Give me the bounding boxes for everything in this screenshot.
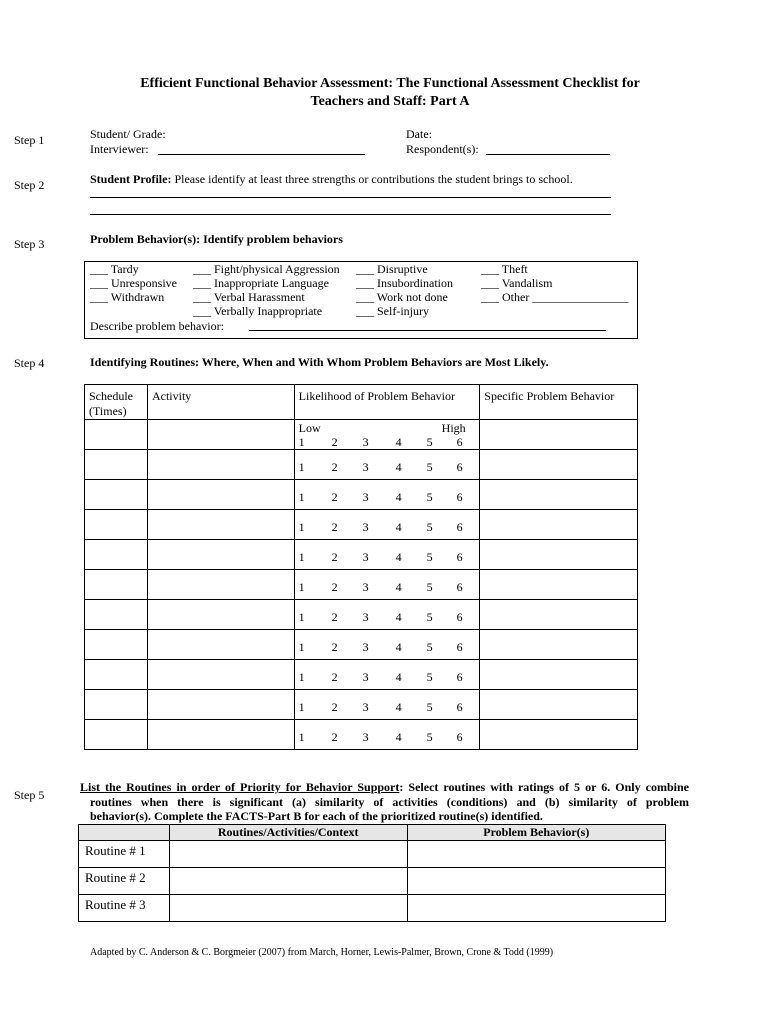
schedule-cell[interactable] [85, 660, 148, 690]
checkbox-verbally-inappropriate[interactable]: ___ Verbally Inappropriate [193, 304, 323, 318]
rating-option-1[interactable]: 1 [298, 700, 305, 714]
likelihood-cell [294, 600, 480, 630]
likelihood-cell [294, 450, 480, 480]
rating-option-2[interactable]: 2 [331, 580, 338, 594]
routine-3-label: Routine # 3 [79, 895, 170, 922]
rating-scale [299, 670, 476, 684]
problem-behaviors-header: Problem Behavior(s) [407, 825, 665, 841]
interviewer-label: Interviewer: [90, 142, 149, 156]
checkbox-disruptive[interactable]: ___ Disruptive [356, 262, 428, 276]
rating-scale [299, 460, 476, 474]
schedule-cell[interactable] [85, 510, 148, 540]
likelihood-cell [294, 480, 480, 510]
schedule-cell[interactable] [85, 570, 148, 600]
rating-scale [299, 520, 476, 534]
likelihood-header: Likelihood of Problem Behavior [294, 385, 480, 420]
schedule-cell[interactable] [85, 720, 148, 750]
priority-line-1-rest: : Select routines with ratings of 5 or 6. Only combine [399, 780, 689, 794]
rating-option-6[interactable]: 6 [456, 580, 463, 594]
schedule-header: Schedule (Times) [85, 385, 148, 420]
routine-row [85, 570, 638, 600]
priority-lead: List the Routines in order of Priority for Behavior Support [80, 780, 400, 794]
rating-option-5[interactable]: 5 [426, 460, 433, 474]
rating-scale [299, 700, 476, 714]
routine-3-behavior-cell[interactable] [407, 895, 665, 922]
rating-option-5[interactable]: 5 [426, 700, 433, 714]
rating-option-5[interactable]: 5 [426, 640, 433, 654]
rating-option-6[interactable]: 6 [456, 700, 463, 714]
routine-row [85, 690, 638, 720]
priority-line-1 [80, 780, 689, 795]
low-high-labels [299, 421, 476, 435]
checkbox-withdrawn[interactable]: ___ Withdrawn [90, 290, 165, 304]
checkbox-inappropriate-language[interactable]: ___ Inappropriate Language [193, 276, 329, 290]
rating-option-4[interactable]: 4 [395, 730, 402, 744]
routine-1-behavior-cell[interactable] [407, 841, 665, 868]
checkbox-fight-aggression[interactable]: ___ Fight/physical Aggression [193, 262, 340, 276]
rating-scale [299, 580, 476, 594]
routine-row [85, 720, 638, 750]
rating-option-2[interactable]: 2 [331, 550, 338, 564]
specific-behavior-cell[interactable] [480, 420, 638, 450]
rating-option-3[interactable]: 3 [362, 520, 369, 534]
checkbox-tardy[interactable]: ___ Tardy [90, 262, 139, 276]
interviewer-field[interactable] [158, 154, 365, 155]
rating-option-2[interactable]: 2 [331, 700, 338, 714]
likelihood-cell [294, 690, 480, 720]
likelihood-cell [294, 510, 480, 540]
rating-option-5[interactable]: 5 [426, 490, 433, 504]
specific-behavior-cell[interactable] [480, 660, 638, 690]
rating-option-1[interactable]: 1 [298, 730, 305, 744]
routine-row [85, 600, 638, 630]
schedule-cell[interactable] [85, 630, 148, 660]
rating-option-5[interactable]: 5 [426, 670, 433, 684]
likelihood-cell [294, 420, 480, 450]
describe-behavior-field[interactable] [249, 330, 606, 331]
schedule-cell[interactable] [85, 540, 148, 570]
rating-option-1[interactable]: 1 [298, 460, 305, 474]
specific-behavior-cell[interactable] [480, 600, 638, 630]
specific-behavior-header: Specific Problem Behavior [480, 385, 638, 420]
activity-cell[interactable] [147, 720, 294, 750]
routine-row [85, 480, 638, 510]
priority-line-2: routines when there is significant (a) similarity of activities (conditions) and (b) similarity of problem [90, 794, 689, 809]
priority-instructions [80, 780, 689, 824]
routines-header-row [85, 385, 638, 420]
checkbox-other[interactable]: ___ Other ________________ [481, 290, 629, 304]
rating-option-3[interactable]: 3 [362, 490, 369, 504]
specific-behavior-cell[interactable] [480, 540, 638, 570]
rating-option-4[interactable]: 4 [395, 610, 402, 624]
high-label: High [441, 421, 466, 435]
profile-line-1[interactable] [90, 197, 611, 198]
step-2-label: Step 2 [14, 178, 45, 192]
rating-option-4[interactable]: 4 [395, 580, 402, 594]
schedule-cell[interactable] [85, 600, 148, 630]
checkbox-insubordination[interactable]: ___ Insubordination [356, 276, 453, 290]
student-profile-label: Student Profile: [90, 172, 172, 186]
specific-behavior-cell[interactable] [480, 690, 638, 720]
likelihood-cell [294, 720, 480, 750]
schedule-cell[interactable] [85, 690, 148, 720]
activity-header: Activity [147, 385, 294, 420]
rating-option-2[interactable]: 2 [331, 730, 338, 744]
step-5-label: Step 5 [14, 788, 45, 802]
footer-citation: Adapted by C. Anderson & C. Borgmeier (2007) from March, Horner, Lewis-Palmer, Brown, Crone & Todd (1999) [90, 947, 554, 958]
rating-option-2[interactable]: 2 [331, 490, 338, 504]
rating-option-3[interactable]: 3 [362, 460, 369, 474]
specific-behavior-cell[interactable] [480, 450, 638, 480]
rating-option-3[interactable]: 3 [362, 700, 369, 714]
rating-scale [299, 730, 476, 744]
low-label: Low [298, 421, 321, 435]
checkbox-theft[interactable]: ___ Theft [481, 262, 528, 276]
rating-option-6[interactable]: 6 [456, 490, 463, 504]
rating-option-3[interactable]: 3 [362, 670, 369, 684]
specific-behavior-cell[interactable] [480, 480, 638, 510]
routine-row [85, 540, 638, 570]
title-line-1: Efficient Functional Behavior Assessment: The Functional Assessment Checklist for [140, 76, 640, 91]
routine-2-context-cell[interactable] [169, 868, 407, 895]
priority-row-3 [79, 895, 666, 922]
routine-row [85, 450, 638, 480]
routine-1-label: Routine # 1 [79, 841, 170, 868]
rating-option-3[interactable]: 3 [362, 550, 369, 564]
problem-behavior-checklist [84, 261, 638, 339]
routine-2-behavior-cell[interactable] [407, 868, 665, 895]
rating-option-1[interactable]: 1 [298, 580, 305, 594]
rating-option-5[interactable]: 5 [426, 520, 433, 534]
rating-option-1[interactable]: 1 [298, 520, 305, 534]
rating-option-1[interactable]: 1 [298, 435, 305, 449]
rating-option-6[interactable]: 6 [456, 435, 463, 449]
routine-3-context-cell[interactable] [169, 895, 407, 922]
activity-cell[interactable] [147, 510, 294, 540]
date-label: Date: [406, 127, 432, 141]
rating-option-6[interactable]: 6 [456, 610, 463, 624]
specific-behavior-cell[interactable] [480, 630, 638, 660]
respondents-field[interactable] [486, 154, 610, 155]
step-4-label: Step 4 [14, 356, 45, 370]
rating-option-4[interactable]: 4 [395, 460, 402, 474]
rating-option-4[interactable]: 4 [395, 520, 402, 534]
checkbox-self-injury[interactable]: ___ Self-injury [356, 304, 429, 318]
title-line-2: Teachers and Staff: Part A [310, 94, 470, 109]
activity-cell[interactable] [147, 600, 294, 630]
rating-option-1[interactable]: 1 [298, 610, 305, 624]
rating-option-6[interactable]: 6 [456, 550, 463, 564]
rating-option-6[interactable]: 6 [456, 640, 463, 654]
activity-cell[interactable] [147, 420, 294, 450]
routine-row [85, 630, 638, 660]
likelihood-cell [294, 660, 480, 690]
rating-option-4[interactable]: 4 [395, 700, 402, 714]
respondents-label: Respondent(s): [406, 142, 479, 156]
student-profile-text: Please identify at least three strengths or contributions the student brings to school. [174, 172, 573, 186]
rating-option-6[interactable]: 6 [456, 520, 463, 534]
rating-option-6[interactable]: 6 [456, 460, 463, 474]
rating-option-2[interactable]: 2 [331, 520, 338, 534]
routine-row [85, 420, 638, 450]
rating-option-1[interactable]: 1 [298, 550, 305, 564]
rating-option-2[interactable]: 2 [331, 640, 338, 654]
rating-option-1[interactable]: 1 [298, 490, 305, 504]
activity-cell[interactable] [147, 450, 294, 480]
rating-option-5[interactable]: 5 [426, 550, 433, 564]
rating-option-2[interactable]: 2 [331, 435, 338, 449]
profile-line-2[interactable] [90, 214, 611, 215]
step-3-label: Step 3 [14, 237, 45, 251]
rating-option-3[interactable]: 3 [362, 610, 369, 624]
likelihood-cell [294, 630, 480, 660]
rating-option-4[interactable]: 4 [395, 435, 402, 449]
rating-scale [299, 550, 476, 564]
rating-option-2[interactable]: 2 [331, 670, 338, 684]
step-1-label: Step 1 [14, 133, 45, 147]
rating-option-3[interactable]: 3 [362, 435, 369, 449]
priority-header-row [79, 825, 666, 841]
activity-cell[interactable] [147, 630, 294, 660]
specific-behavior-cell[interactable] [480, 510, 638, 540]
rating-option-4[interactable]: 4 [395, 550, 402, 564]
routine-row [85, 510, 638, 540]
priority-row-1 [79, 841, 666, 868]
blank-header-cell [79, 825, 170, 841]
rating-option-3[interactable]: 3 [362, 580, 369, 594]
rating-option-5[interactable]: 5 [426, 610, 433, 624]
routine-1-context-cell[interactable] [169, 841, 407, 868]
routine-row [85, 660, 638, 690]
activity-cell[interactable] [147, 690, 294, 720]
problem-behavior-text: : Identify problem behaviors [196, 232, 343, 246]
routines-table [84, 384, 638, 750]
activity-cell[interactable] [147, 660, 294, 690]
priority-line-3: behavior(s). Complete the FACTS-Part B for each of the prioritized routine(s) identified. [90, 809, 543, 823]
checkbox-work-not-done[interactable]: ___ Work not done [356, 290, 448, 304]
activity-cell[interactable] [147, 480, 294, 510]
rating-option-1[interactable]: 1 [298, 640, 305, 654]
rating-option-4[interactable]: 4 [395, 640, 402, 654]
rating-scale [299, 610, 476, 624]
student-profile [90, 172, 573, 187]
priority-routines-table [78, 824, 666, 922]
specific-behavior-cell[interactable] [480, 720, 638, 750]
schedule-cell[interactable] [85, 450, 148, 480]
routine-2-label: Routine # 2 [79, 868, 170, 895]
rating-option-1[interactable]: 1 [298, 670, 305, 684]
rating-scale [299, 490, 476, 504]
rating-option-3[interactable]: 3 [362, 730, 369, 744]
specific-behavior-cell[interactable] [480, 570, 638, 600]
describe-behavior-label: Describe problem behavior: [90, 319, 224, 333]
document-title [60, 75, 720, 111]
activity-cell[interactable] [147, 540, 294, 570]
likelihood-cell [294, 540, 480, 570]
priority-row-2 [79, 868, 666, 895]
rating-option-2[interactable]: 2 [331, 610, 338, 624]
rating-option-5[interactable]: 5 [426, 580, 433, 594]
rating-option-2[interactable]: 2 [331, 460, 338, 474]
checkbox-unresponsive[interactable]: ___ Unresponsive [90, 276, 177, 290]
rating-scale [299, 435, 476, 449]
rating-option-5[interactable]: 5 [426, 730, 433, 744]
rating-scale [299, 640, 476, 654]
rating-option-5[interactable]: 5 [426, 435, 433, 449]
likelihood-cell [294, 570, 480, 600]
schedule-cell[interactable] [85, 420, 148, 450]
rating-option-4[interactable]: 4 [395, 670, 402, 684]
rating-option-6[interactable]: 6 [456, 670, 463, 684]
student-grade-label: Student/ Grade: [90, 127, 166, 141]
problem-behavior-heading [90, 232, 343, 247]
activity-cell[interactable] [147, 570, 294, 600]
problem-behavior-label: Problem Behavior(s) [90, 232, 197, 246]
rating-option-4[interactable]: 4 [395, 490, 402, 504]
checkbox-vandalism[interactable]: ___ Vandalism [481, 276, 553, 290]
routines-context-header: Routines/Activities/Context [169, 825, 407, 841]
rating-option-3[interactable]: 3 [362, 640, 369, 654]
rating-option-6[interactable]: 6 [456, 730, 463, 744]
checkbox-verbal-harassment[interactable]: ___ Verbal Harassment [193, 290, 305, 304]
schedule-cell[interactable] [85, 480, 148, 510]
routines-heading: Identifying Routines: Where, When and With Whom Problem Behaviors are Most Likely. [90, 355, 549, 369]
